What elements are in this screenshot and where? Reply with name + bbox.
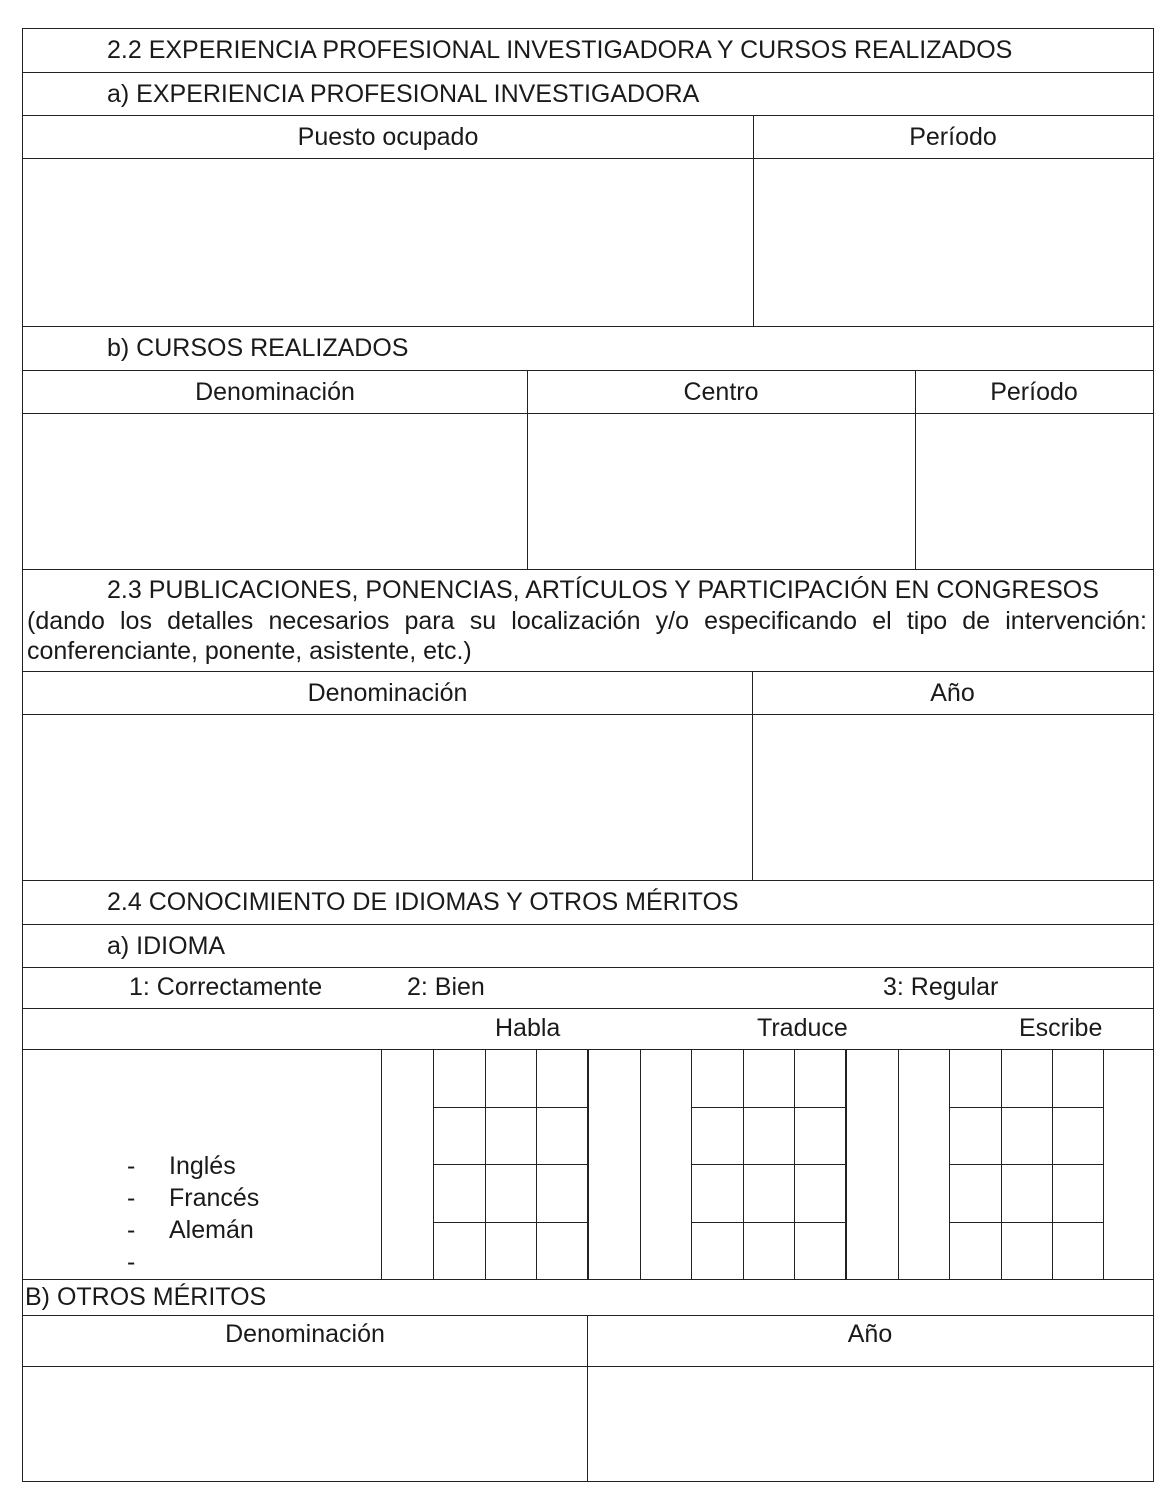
header-denominacion-publicaciones: Denominación	[307, 679, 468, 707]
header-denominacion: Denominación	[195, 378, 355, 406]
otros-meritos-table-header	[23, 1316, 1153, 1367]
rating-cell-escribe[interactable]	[1001, 1165, 1053, 1223]
grid-divider	[588, 1050, 589, 1279]
otros-meritos-table-body	[23, 1367, 1153, 1481]
rating-cell-habla[interactable]	[485, 1108, 537, 1166]
subsection-b-header	[23, 327, 1153, 371]
language-frances: Francés	[169, 1184, 260, 1212]
scale-legend	[23, 968, 1153, 1009]
rating-cell-escribe[interactable]	[1001, 1108, 1053, 1166]
rating-cell-traduce[interactable]	[794, 1165, 846, 1223]
denominacion-meritos-field[interactable]	[23, 1367, 587, 1481]
header-puesto-ocupado: Puesto ocupado	[297, 123, 479, 151]
denominacion-field[interactable]	[23, 414, 527, 569]
rating-cell-escribe[interactable]	[1001, 1223, 1053, 1281]
periodo-cursos-field[interactable]	[915, 414, 1153, 569]
publications-table-body	[23, 715, 1153, 881]
rating-cell-escribe[interactable]	[1052, 1050, 1104, 1108]
subsection-b-title: b) CURSOS REALIZADOS	[107, 334, 409, 362]
rating-cell-escribe[interactable]	[949, 1108, 1001, 1166]
rating-cell-escribe[interactable]	[1052, 1108, 1104, 1166]
rating-cell-traduce[interactable]	[743, 1223, 795, 1281]
rating-cell-escribe[interactable]	[949, 1165, 1001, 1223]
language-aleman: Alemán	[169, 1216, 254, 1244]
otros-meritos-title: B) OTROS MÉRITOS	[25, 1283, 267, 1311]
puesto-ocupado-field[interactable]	[23, 159, 753, 326]
periodo-field[interactable]	[753, 159, 1153, 326]
rating-cell-traduce[interactable]	[743, 1108, 795, 1166]
scale-regular: 3: Regular	[883, 973, 999, 1001]
rating-cell-habla[interactable]	[536, 1165, 588, 1223]
grid-divider	[846, 1050, 847, 1279]
rating-cell-traduce[interactable]	[743, 1050, 795, 1108]
section-2-3-description: (dando los detalles necesarios para su localización y/o especificando el tipo de intervención: conferenciante, ponente, asistente, etc.)	[27, 607, 1147, 665]
courses-table-header	[23, 371, 1153, 414]
rating-cell-traduce[interactable]	[691, 1223, 743, 1281]
centro-field[interactable]	[527, 414, 915, 569]
language-item: - Francés	[127, 1184, 260, 1212]
language-item: - Inglés	[127, 1152, 236, 1180]
header-periodo-cursos: Período	[990, 378, 1078, 406]
section-2-3-title: 2.3 PUBLICACIONES, PONENCIAS, ARTÍCULOS Y PARTICIPACIÓN EN CONGRESOS	[107, 576, 1099, 604]
language-ingles: Inglés	[169, 1152, 236, 1180]
section-2-4-title: 2.4 CONOCIMIENTO DE IDIOMAS Y OTROS MÉRITOS	[107, 888, 739, 916]
rating-cell-habla[interactable]	[433, 1165, 485, 1223]
rating-cell-habla[interactable]	[485, 1223, 537, 1281]
experience-table-header	[23, 116, 1153, 159]
rating-cell-habla[interactable]	[485, 1165, 537, 1223]
skills-header	[23, 1009, 1153, 1050]
cv-form	[22, 28, 1154, 1482]
otros-meritos-header	[23, 1280, 1153, 1316]
section-2-2-header	[23, 29, 1153, 73]
courses-table-body	[23, 414, 1153, 570]
section-2-3-header	[23, 570, 1153, 672]
experience-table-body	[23, 159, 1153, 327]
header-denominacion-meritos: Denominación	[225, 1320, 385, 1348]
rating-cell-traduce[interactable]	[794, 1223, 846, 1281]
rating-cell-habla[interactable]	[536, 1108, 588, 1166]
denominacion-publicaciones-field[interactable]	[23, 715, 752, 880]
header-ano: Año	[930, 679, 975, 707]
rating-cell-escribe[interactable]	[949, 1050, 1001, 1108]
ano-meritos-field[interactable]	[587, 1367, 1153, 1481]
rating-cell-escribe[interactable]	[949, 1223, 1001, 1281]
subsection-a-title: a) EXPERIENCIA PROFESIONAL INVESTIGADORA	[107, 80, 700, 108]
rating-cell-traduce[interactable]	[691, 1108, 743, 1166]
scale-correctamente: 1: Correctamente	[129, 973, 323, 1001]
grid-divider	[381, 1050, 382, 1279]
rating-cell-habla[interactable]	[433, 1050, 485, 1108]
rating-grid	[23, 1050, 1153, 1279]
rating-cell-escribe[interactable]	[1001, 1050, 1053, 1108]
section-2-4-header	[23, 881, 1153, 925]
rating-cell-habla[interactable]	[536, 1050, 588, 1108]
rating-cell-escribe[interactable]	[1052, 1223, 1104, 1281]
rating-cell-habla[interactable]	[536, 1223, 588, 1281]
publications-table-header	[23, 672, 1153, 715]
rating-cell-escribe[interactable]	[1052, 1165, 1104, 1223]
skill-habla: Habla	[495, 1014, 561, 1042]
scale-bien: 2: Bien	[407, 973, 485, 1001]
ano-publicaciones-field[interactable]	[752, 715, 1153, 880]
skill-escribe: Escribe	[1019, 1014, 1103, 1042]
rating-cell-traduce[interactable]	[691, 1050, 743, 1108]
rating-cell-habla[interactable]	[485, 1050, 537, 1108]
skill-traduce: Traduce	[757, 1014, 848, 1042]
section-2-2-title: 2.2 EXPERIENCIA PROFESIONAL INVESTIGADORA Y CURSOS REALIZADOS	[107, 36, 1013, 64]
grid-divider	[898, 1050, 899, 1279]
subsection-a-header	[23, 73, 1153, 116]
language-item: -	[127, 1248, 136, 1276]
rating-cell-traduce[interactable]	[794, 1108, 846, 1166]
rating-cell-habla[interactable]	[433, 1223, 485, 1281]
rating-cell-traduce[interactable]	[691, 1165, 743, 1223]
header-ano-meritos: Año	[847, 1320, 893, 1348]
header-centro: Centro	[683, 378, 759, 406]
idioma-header	[23, 925, 1153, 968]
language-grid	[23, 1050, 1153, 1280]
language-item: - Alemán	[127, 1216, 254, 1244]
idioma-title: a) IDIOMA	[107, 932, 226, 960]
header-periodo: Período	[909, 123, 997, 151]
rating-cell-traduce[interactable]	[794, 1050, 846, 1108]
rating-cell-habla[interactable]	[433, 1108, 485, 1166]
rating-cell-traduce[interactable]	[743, 1165, 795, 1223]
grid-divider	[640, 1050, 641, 1279]
